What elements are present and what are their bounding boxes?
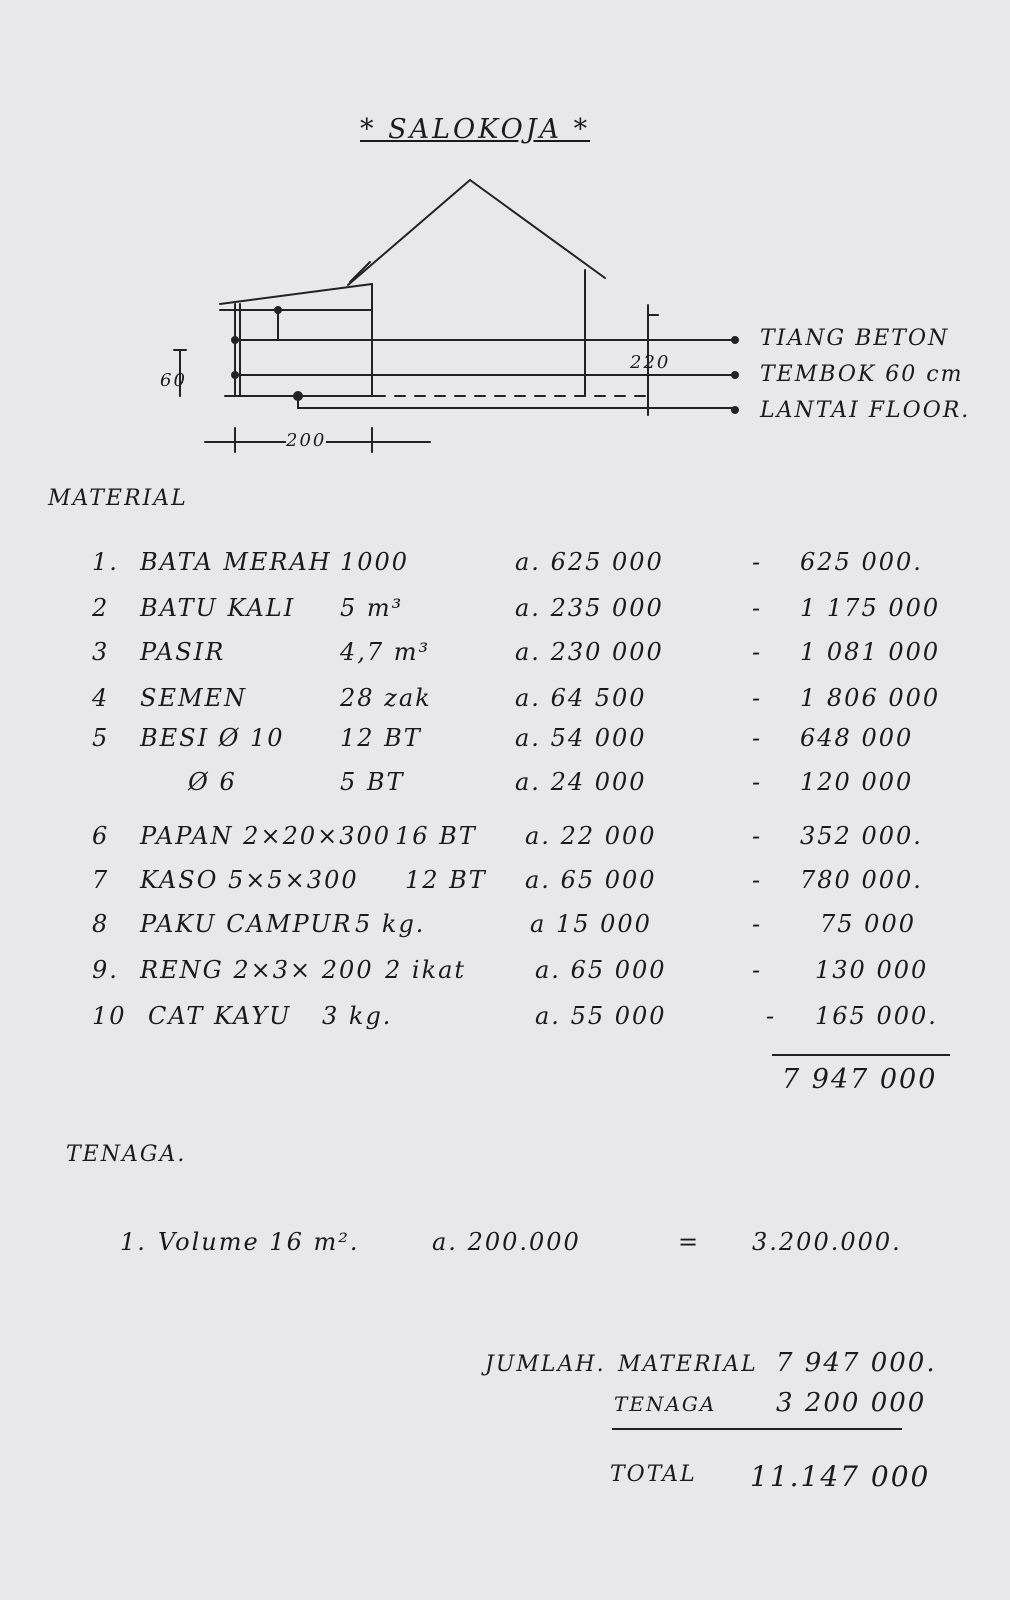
material-row	[0, 638, 1010, 678]
row-item: Volume 16 m².	[158, 1228, 360, 1256]
row-number: 4	[92, 684, 110, 712]
row-price: a. 65 000	[525, 866, 657, 894]
material-row	[0, 822, 1010, 862]
row-price: a. 55 000	[535, 1002, 667, 1030]
row-qty: 3 kg.	[322, 1002, 393, 1030]
subtotal-rule	[772, 1054, 950, 1056]
row-item: PAKU CAMPUR	[140, 910, 353, 938]
row-total: 780 000.	[800, 866, 923, 894]
row-price: a. 64 500	[515, 684, 647, 712]
row-qty: 1000	[340, 548, 410, 576]
row-total: 75 000	[820, 910, 916, 938]
row-number: 3	[92, 638, 110, 666]
summary-tenaga-value: 3 200 000	[776, 1388, 927, 1418]
row-price: a. 230 000	[515, 638, 664, 666]
row-qty: 16 BT	[395, 822, 477, 850]
row-qty: 12 BT	[405, 866, 487, 894]
material-row	[0, 768, 1010, 808]
row-number: 10	[92, 1002, 127, 1030]
row-item: PASIR	[140, 638, 226, 666]
row-dash: -	[752, 548, 763, 576]
row-qty: 4,7 m³	[340, 638, 431, 666]
material-row	[0, 866, 1010, 906]
house-section-sketch	[150, 170, 950, 470]
row-qty: 28 zak	[340, 684, 432, 712]
summary-total-value: 11.147 000	[750, 1460, 931, 1493]
row-number: 2	[92, 594, 110, 622]
material-heading: MATERIAL	[48, 486, 188, 511]
row-item: Ø 6	[140, 768, 237, 796]
label-tiang-beton: TIANG BETON	[760, 326, 950, 351]
row-total: 165 000.	[815, 1002, 938, 1030]
row-total: 625 000.	[800, 548, 923, 576]
row-price: a. 24 000	[515, 768, 647, 796]
row-dash: -	[752, 910, 763, 938]
row-price: a. 54 000	[515, 724, 647, 752]
label-lantai: LANTAI FLOOR.	[760, 398, 971, 423]
row-dash: -	[752, 594, 763, 622]
row-item: SEMEN	[140, 684, 248, 712]
row-total: 1 081 000	[800, 638, 941, 666]
row-item: BESI Ø 10	[140, 724, 285, 752]
row-number: 1.	[120, 1228, 147, 1256]
summary-tenaga-label: TENAGA	[614, 1392, 717, 1416]
row-dash: -	[752, 684, 763, 712]
tenaga-heading: TENAGA.	[66, 1142, 187, 1167]
row-item: BATU KALI	[140, 594, 296, 622]
page-title: * SALOKOJA *	[360, 114, 591, 145]
row-qty: 5 BT	[340, 768, 405, 796]
summary-material-value: 7 947 000.	[776, 1348, 937, 1378]
row-total: 120 000	[800, 768, 914, 796]
row-total: 1 175 000	[800, 594, 941, 622]
row-number: 5	[92, 724, 110, 752]
row-price: a. 65 000	[535, 956, 667, 984]
row-item: CAT KAYU	[148, 1002, 292, 1030]
row-item: PAPAN 2×20×300	[140, 822, 392, 850]
row-item: RENG 2×3× 200	[140, 956, 374, 984]
row-price: a 15 000	[530, 910, 652, 938]
material-row	[0, 724, 1010, 764]
row-number: 9.	[92, 956, 119, 984]
row-number: 1.	[92, 548, 119, 576]
row-dash: -	[752, 866, 763, 894]
row-price: a. 235 000	[515, 594, 664, 622]
row-dash: -	[752, 822, 763, 850]
row-dash: -	[752, 724, 763, 752]
row-total: 648 000	[800, 724, 914, 752]
label-tembok: TEMBOK 60 cm	[760, 362, 964, 387]
material-row	[0, 548, 1010, 588]
row-dash: -	[766, 1002, 777, 1030]
summary-total-label: TOTAL	[610, 1462, 697, 1487]
row-total: 1 806 000	[800, 684, 941, 712]
row-item: BATA MERAH	[140, 548, 332, 576]
material-row	[0, 684, 1010, 724]
row-dash: -	[752, 638, 763, 666]
row-price: a. 625 000	[515, 548, 664, 576]
row-equals: =	[678, 1228, 701, 1256]
row-number: 8	[92, 910, 110, 938]
jumlah-label: JUMLAH.	[485, 1352, 606, 1377]
row-price: a. 22 000	[525, 822, 657, 850]
row-item: KASO 5×5×300	[140, 866, 359, 894]
row-total: 352 000.	[800, 822, 923, 850]
row-total: 130 000	[815, 956, 929, 984]
material-row	[0, 956, 1010, 996]
material-subtotal: 7 947 000	[782, 1064, 938, 1095]
material-row	[0, 910, 1010, 950]
tenaga-row	[0, 1228, 1010, 1268]
row-qty: 2 ikat	[385, 956, 467, 984]
material-row	[0, 594, 1010, 634]
summary-rule	[612, 1428, 902, 1430]
row-qty: 5 m³	[340, 594, 404, 622]
row-number: 7	[92, 866, 110, 894]
dimension-200: 200	[286, 430, 327, 451]
row-total: 3.200.000.	[752, 1228, 902, 1256]
row-price: a. 200.000	[432, 1228, 581, 1256]
summary-material-label: MATERIAL	[618, 1352, 758, 1377]
dimension-60: 60	[160, 370, 187, 391]
row-dash: -	[752, 768, 763, 796]
dimension-220: 220	[630, 352, 671, 373]
row-number: 6	[92, 822, 110, 850]
material-row	[0, 1002, 1010, 1042]
row-qty: 5 kg.	[355, 910, 426, 938]
row-qty: 12 BT	[340, 724, 422, 752]
row-dash: -	[752, 956, 763, 984]
